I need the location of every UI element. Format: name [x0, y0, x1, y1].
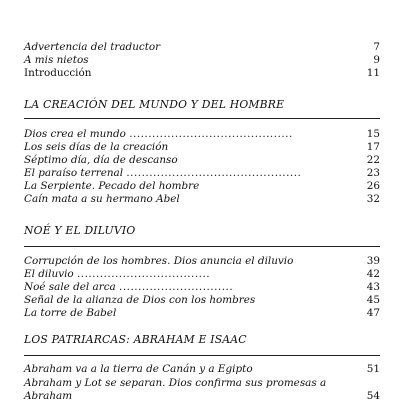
toc-entry-leader: ..............................................	[126, 167, 302, 179]
toc-entry-leader: ...........................................	[129, 128, 293, 140]
toc-entry-title: Corrupción de los hombres. Dios anuncia el diluvio	[24, 255, 294, 267]
section-heading: LA CREACIÓN DEL MUNDO Y DEL HOMBRE	[24, 98, 285, 111]
toc-entry-title: Dios crea el mundo	[24, 128, 126, 140]
toc-entry-page: 43	[366, 281, 380, 293]
toc-entry-title: El diluvio	[24, 268, 74, 280]
toc-entry	[24, 179, 380, 193]
toc-entry	[24, 127, 380, 141]
toc-entry-title: Abraham va a la tierra de Canán y a Egipto	[24, 363, 253, 375]
toc-entry-title: Abraham y Lot se separan. Dios confirma sus promesas a	[24, 377, 327, 389]
section-heading: LOS PATRIARCAS: ABRAHAM E ISAAC	[24, 333, 247, 346]
toc-entry	[24, 362, 380, 376]
toc-entry	[24, 40, 380, 54]
toc-entry	[24, 140, 380, 154]
toc-entry	[24, 293, 380, 307]
section-divider	[24, 355, 380, 356]
toc-entry-title: El paraíso terrenal	[24, 167, 124, 179]
toc-entry-page: 15	[366, 128, 380, 140]
toc-entry-title: Los seis días de la creación	[24, 141, 169, 153]
section-divider	[24, 246, 380, 247]
toc-entry-page: 47	[366, 307, 380, 319]
toc-entry-title-continuation: Abraham	[24, 390, 73, 402]
toc-entry-title: Advertencia del traductor	[24, 41, 161, 53]
section-divider	[24, 118, 380, 119]
toc-entry-leader: ..............................	[119, 281, 234, 293]
toc-entry-page: 7	[373, 41, 380, 53]
toc-entry-title: La torre de Babel	[24, 307, 117, 319]
toc-entry	[24, 166, 380, 180]
toc-entry-title: Introducción	[24, 67, 92, 79]
toc-entry	[24, 153, 380, 167]
toc-entry	[24, 192, 380, 206]
toc-entry-page: 51	[366, 363, 380, 375]
toc-entry-title: Noé sale del arca	[24, 281, 116, 293]
section-heading: NOÉ Y EL DILUVIO	[24, 224, 136, 237]
toc-entry-page: 17	[366, 141, 380, 153]
toc-entry-page: 32	[366, 193, 380, 205]
toc-entry	[24, 306, 380, 320]
toc-entry-title: Señal de la alianza de Dios con los hombres	[24, 294, 256, 306]
toc-entry	[24, 377, 380, 403]
toc-entry-page: 39	[366, 255, 380, 267]
toc-entry-title: La Serpiente. Pecado del hombre	[24, 180, 200, 192]
toc-entry	[24, 267, 380, 281]
toc-entry-page: 45	[366, 294, 380, 306]
table-of-contents	[24, 0, 380, 420]
toc-entry-page: 26	[366, 180, 380, 192]
toc-entry-page: 42	[366, 268, 380, 280]
toc-entry	[24, 280, 380, 294]
toc-entry-page: 22	[366, 154, 380, 166]
toc-entry	[24, 53, 380, 67]
toc-entry-page: 9	[373, 54, 380, 66]
toc-entry-title: Séptimo día, día de descanso	[24, 154, 178, 166]
toc-entry-title: Caín mata a su hermano Abel	[24, 193, 180, 205]
toc-entry-page: 11	[366, 67, 380, 79]
toc-entry-leader: ...................................	[76, 268, 211, 280]
toc-entry-title: A mis nietos	[24, 54, 89, 66]
toc-entry-page: 54	[366, 390, 380, 402]
toc-entry	[24, 66, 380, 80]
toc-entry-page: 23	[366, 167, 380, 179]
toc-entry	[24, 254, 380, 268]
